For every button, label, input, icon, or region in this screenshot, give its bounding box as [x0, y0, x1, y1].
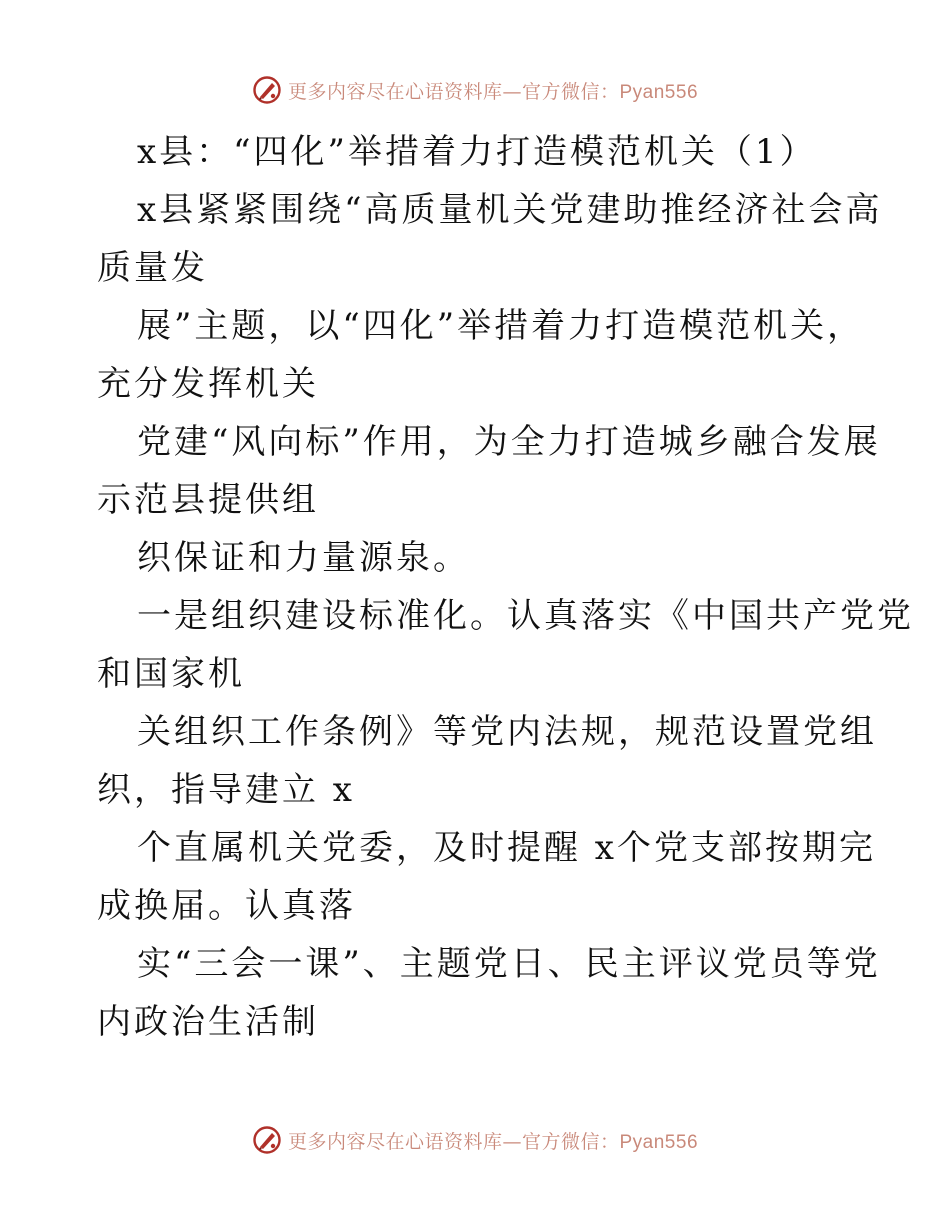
- document-line: 关组织工作条例》等党内法规，规范设置党组: [137, 712, 877, 752]
- header-wechat-id: Pyan556: [619, 81, 699, 103]
- header-banner-text: [288, 77, 698, 104]
- header-banner: [0, 70, 950, 110]
- footer-banner-label: 更多内容尽在心语资料库—官方微信：: [287, 1130, 620, 1153]
- document-line: 质量发: [97, 248, 208, 288]
- document-line: 展”主题，以“四化”举措着力打造模范机关，: [137, 306, 865, 346]
- document-line: 充分发挥机关: [97, 364, 319, 404]
- document-line: 示范县提供组: [97, 480, 319, 520]
- document-line: 党建“风向标”作用，为全力打造城乡融合发展: [137, 422, 881, 462]
- pen-seal-logo-icon: [252, 75, 282, 105]
- document-line: 织保证和力量源泉。: [137, 538, 470, 578]
- footer-banner-text: [288, 1127, 698, 1154]
- pen-seal-logo-icon: [252, 1125, 282, 1155]
- document-line: 一是组织建设标准化。认真落实《中国共产党党: [137, 596, 914, 636]
- document-body: [97, 123, 914, 1051]
- document-line: 织，指导建立 x: [97, 770, 355, 810]
- document-line: 个直属机关党委，及时提醒 x个党支部按期完: [137, 828, 876, 868]
- document-line: x县紧紧围绕“高质量机关党建助推经济社会高: [137, 190, 883, 230]
- header-banner-label: 更多内容尽在心语资料库—官方微信：: [287, 80, 620, 103]
- document-line: 实“三会一课”、主题党日、民主评议党员等党: [137, 944, 881, 984]
- document-line: 和国家机: [97, 654, 245, 694]
- document-line: x县：“四化”举措着力打造模范机关（1）: [137, 132, 817, 172]
- document-line: 内政治生活制: [97, 1002, 319, 1042]
- footer-banner: [0, 1120, 950, 1160]
- document-line: 成换届。认真落: [97, 886, 356, 926]
- footer-wechat-id: Pyan556: [619, 1131, 699, 1153]
